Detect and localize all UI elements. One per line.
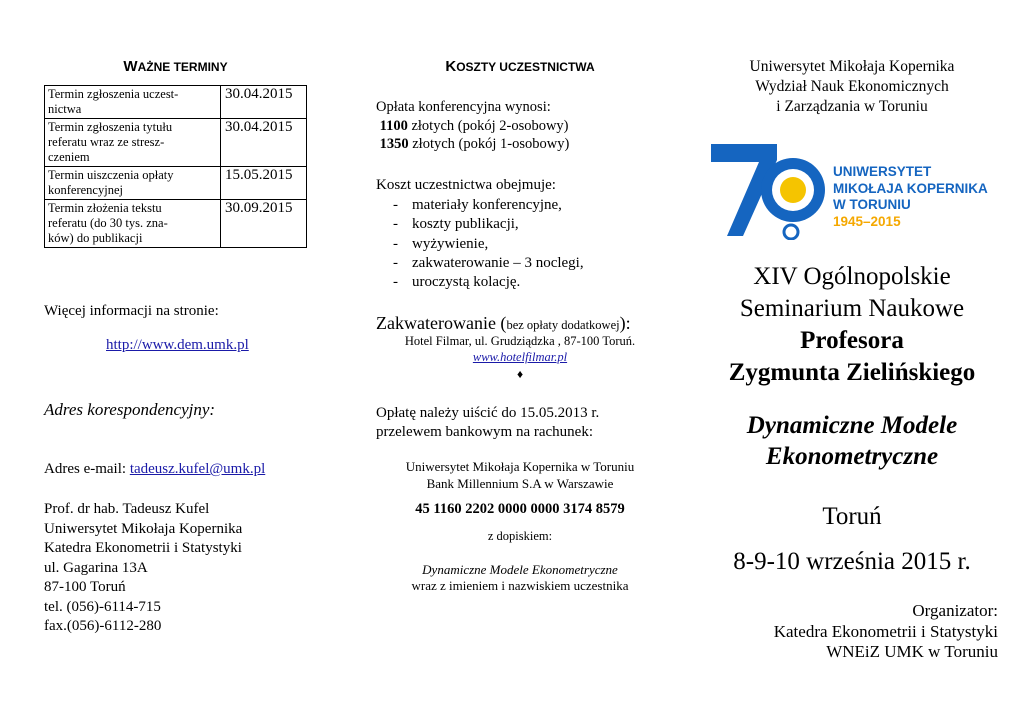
deadlines-heading: WAŻNE TERMINY bbox=[123, 58, 228, 75]
header-line: Uniwersytet Mikołaja Kopernika bbox=[749, 58, 955, 75]
fee-line: 1100 złotych (pokój 2-osobowy) bbox=[379, 117, 569, 134]
list-item: - zakwaterowanie – 3 noclegi, bbox=[393, 254, 584, 273]
note-line: Dynamiczne Modele Ekonometryczne bbox=[422, 562, 618, 577]
hotel-link-row bbox=[350, 350, 690, 365]
title-line: XIV Ogólnopolskie bbox=[753, 263, 951, 290]
logo-years: 1945–2015 bbox=[833, 213, 901, 229]
costs-heading: KOSZTY UCZESTNICTWA bbox=[445, 58, 595, 75]
address-line: tel. (056)-6114-715 bbox=[44, 598, 161, 615]
email-link[interactable]: tadeusz.kufel@umk.pl bbox=[129, 461, 266, 477]
deadline-label: Termin złożenia tekstu referatu (do 30 tys. zna- ków) do publikacji bbox=[45, 200, 221, 248]
payment-line: Opłatę należy uiścić do 15.05.2013 r. bbox=[376, 405, 600, 421]
postal-address bbox=[44, 500, 242, 637]
bank-details bbox=[350, 459, 690, 492]
header-line: Wydział Nauk Ekonomicznych bbox=[755, 78, 949, 95]
deadline-label: Termin zgłoszenia tytułu referatu wraz ze stresz- czeniem bbox=[45, 119, 221, 167]
organizer-label: Organizator: bbox=[912, 601, 998, 620]
deadline-label: Termin zgłoszenia uczest- nictwa bbox=[45, 86, 221, 119]
organizer-line: WNEiZ UMK w Toruniu bbox=[826, 642, 998, 661]
table-row bbox=[45, 86, 307, 119]
deadline-date: 15.05.2015 bbox=[221, 167, 307, 200]
more-info-text: Więcej informacji na stronie: bbox=[44, 303, 219, 319]
subtitle-line: Dynamiczne Modele bbox=[746, 412, 958, 439]
table-row bbox=[45, 200, 307, 248]
hotel-address: Hotel Filmar, ul. Grudziądzka , 87-100 Toruń. bbox=[404, 334, 636, 348]
deadline-date: 30.04.2015 bbox=[221, 119, 307, 167]
logo-line: UNIWERSYTET bbox=[833, 164, 932, 179]
header-line: i Zarządzania w Toruniu bbox=[776, 98, 928, 115]
website-link[interactable]: http://www.dem.umk.pl bbox=[106, 337, 249, 353]
address-line: Prof. dr hab. Tadeusz Kufel bbox=[44, 501, 210, 517]
lodging-heading: Zakwaterowanie (bez opłaty dodatkowej): bbox=[376, 313, 631, 333]
deadline-date: 30.04.2015 bbox=[221, 86, 307, 119]
university-header bbox=[700, 57, 1004, 117]
logo-line: W TORUNIU bbox=[833, 197, 911, 212]
bank-line: Uniwersytet Mikołaja Kopernika w Toruniu bbox=[405, 459, 635, 474]
organizer-line: Katedra Ekonometrii i Statystyki bbox=[773, 621, 998, 641]
city: Toruń bbox=[822, 503, 882, 530]
hotel-link[interactable]: www.hotelfilmar.pl bbox=[472, 350, 568, 364]
email-label: Adres e-mail: bbox=[44, 461, 127, 477]
title-line: Profesora bbox=[800, 327, 904, 354]
logo-line: MIKOŁAJA KOPERNIKA bbox=[833, 180, 988, 196]
table-row bbox=[45, 167, 307, 200]
cost-list bbox=[393, 196, 584, 292]
diamond-icon: ♦ bbox=[516, 367, 524, 381]
deadlines-table bbox=[44, 85, 307, 248]
seminar-title bbox=[690, 261, 1014, 389]
title-line: Zygmunta Zielińskiego bbox=[728, 359, 976, 386]
address-line: ul. Gagarina 13A bbox=[44, 559, 148, 576]
umk-logo bbox=[707, 140, 1002, 240]
address-line: fax.(056)-6112-280 bbox=[44, 618, 162, 634]
list-item: - koszty publikacji, bbox=[393, 215, 584, 234]
anniversary-70-icon bbox=[707, 140, 827, 240]
correspondence-heading: Adres korespondencyjny: bbox=[44, 400, 216, 419]
email-row bbox=[44, 461, 265, 478]
event-date: 8-9-10 września 2015 r. bbox=[733, 548, 971, 575]
note-label: z dopiskiem: bbox=[487, 529, 553, 543]
seminar-subtitle bbox=[690, 410, 1014, 472]
bank-line: Bank Millennium S.A w Warszawie bbox=[426, 475, 614, 491]
table-row bbox=[45, 119, 307, 167]
subtitle-line: Ekonometryczne bbox=[765, 443, 939, 470]
transfer-note bbox=[350, 562, 690, 594]
logo-text bbox=[833, 164, 988, 230]
account-number: 45 1160 2202 0000 0000 3174 8579 bbox=[415, 501, 625, 517]
list-item: - materiały konferencyjne, bbox=[393, 196, 584, 215]
address-line: Uniwersytet Mikołaja Kopernika bbox=[44, 520, 243, 537]
address-line: 87-100 Toruń bbox=[44, 579, 126, 595]
cost-intro: Koszt uczestnictwa obejmuje: bbox=[376, 177, 556, 193]
title-line: Seminarium Naukowe bbox=[739, 295, 965, 322]
deadline-label: Termin uiszczenia opłaty konferencyjnej bbox=[45, 167, 221, 200]
organizer-block bbox=[774, 601, 998, 663]
fee-block bbox=[376, 98, 569, 154]
fee-line: 1350 złotych (pokój 1-osobowy) bbox=[379, 136, 570, 152]
payment-instructions bbox=[376, 404, 599, 442]
address-line: Katedra Ekonometrii i Statystyki bbox=[44, 540, 242, 556]
list-item: - uroczystą kolację. bbox=[393, 273, 584, 292]
note-line: wraz z imieniem i nazwiskiem uczestnika bbox=[411, 578, 629, 593]
list-item: - wyżywienie, bbox=[393, 235, 584, 254]
deadline-date: 30.09.2015 bbox=[221, 200, 307, 248]
payment-line: przelewem bankowym na rachunek: bbox=[376, 424, 593, 440]
fee-intro: Opłata konferencyjna wynosi: bbox=[376, 99, 551, 115]
